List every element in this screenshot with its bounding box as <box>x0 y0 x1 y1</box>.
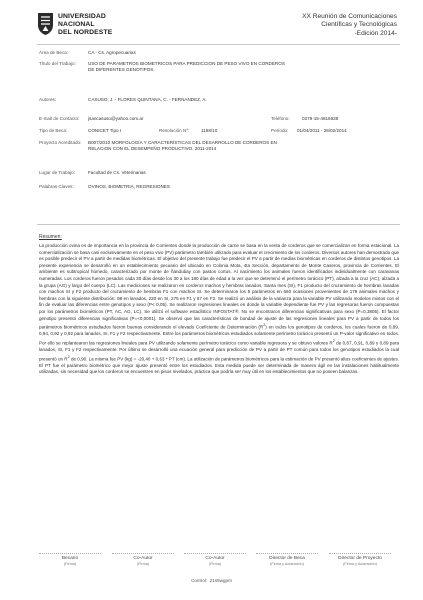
field-value-palabras: OVINOS, BIOMETRIA, REGRESIONES <box>88 184 170 189</box>
field-label-palabras: Palabras Claves: <box>39 184 74 189</box>
field-label-lugar: Lugar de Trabajo: <box>39 170 76 175</box>
university-emblem-icon <box>37 12 54 36</box>
abstract-heading: Resumen: <box>39 234 62 240</box>
section-divider <box>37 224 400 225</box>
field-value-resolucion: 1158/10 <box>201 128 218 133</box>
field-label-email: E-mail de Contacto: <box>39 116 80 121</box>
field-label-resolucion: Resolución Nº: <box>159 128 190 133</box>
field-value-autores: CASUSO, J. - FLORES QUINTANA, C. - FERNANDEZ, A. <box>88 97 207 102</box>
signature-becario: Becario (Firma) <box>39 553 101 566</box>
field-value-lugar: Facultad de Cs. Veterinarias <box>88 170 146 175</box>
abstract-text: La producción ovina es de importancia en la provincia de Corrientes donde la producción de carne se basa en la venta de corderos que se comercializan en forma estacional. La comercialización se basa casi exclusivamente en el peso vivo (PV) parámetro también utilizado para evaluar el crecimiento de los corderos. Diversos autores han demostrado que es posible predecir el PV a partir de medidas biométricas. El objetivo del presente trabajo fue predecir el PV a partir de medias biométricas en corderos de distintos genotipos. La presente experiencia se desarrolló en un establecimiento pecuario del ubicado en Colonia Mota, 4ta Sección, departamento de Monte Caseros, provincia de Corrientes. El ambiente es subtropical húmedo, caracterizado por monte de ñandubay con pastos cortos. Al nacimiento los animales fueron identificados individualmente con caravanas numeradas. Los corderos fueron pesados cada 30 días desde los 30 a los 180 días de edad a la vez que se determinó el perímetro torácico (PT), alzada a la cruz (AC), alzada a la grupa (AG) y largo del cuerpo (LC). Las mediciones se realizaron en corderos machos y hembras lanados, Santa Ines (SI), F1 producto del cruzamiento de hembras lanadas con machos SI y F2 producto del cruzamiento de hembras F1 con machos SI. Se determinaron los 5 parámetros en 660 ocasiones provenientes de 179 animales machos y hembras con la siguiente distribución: 98 en lanados, 220 en SI, 275 en F1 y 67 en F2. Se realizó un análisis de la varianza para la variable PV utilizando modelos mixtos con el fin de evaluar las diferencias entre genotipos y sexo (P< 0,05). Se realizaron regresiones lineales en donde la variable dependiente fue PV y las regresoras fueron compuestas por los parámetros biométricos (PT, AC, AG, LC). Se utilizó el software estadístico INFOSTAT®. No se encontraron diferencias significativas para sexo (P=0,3805). El factor genotipo presentó diferencias significativas (P=<0,0001). Se observó que las características de bondad de ajuste de las regresiones lineales para PV a partir de todos los parámetros biométricos estudiados fueron buenas considerando el elevado Coeficiente de Determinación $(R^2)$ en todos los genotipos de corderos, los cuales fueron de 0,89, 0,94, 0,92 y 0,92 para lanados, SI, F1 y F2 respectivamente. Entre los parámetros biométricos estudiados solamente perímetro torácico presentó un P-valor significativo en todos. Por ello se replantearon las regresiones lineales para PV utilizando solamente perímetro torácico como variable regresora y se obtuvo valores $R^2$ de 0,87, 0,91, 0,89 y 0,89 para lanados, SI, F1 y F2 respectivamente. Por último se desarrolló una ecuación general para predicción de PV a partir de PT común para todos los genotipos estudiados la cual presentó un $R^2$ de 0,90. La misma fue PV (kg) = -20,40 + 0,63 * PT (cm). La utilización de parámetros biométricos para la estimación de PV presentó altos coeficientes de ajustes. El PT fue el parámetro biométrico que mejor ajuste presentó entre los estudiados. Esta medida puede ser determinada de manera ágil en las instalaciones habitualmente utilizadas, sin necesidad que los corderos se encuentren en pisos nivelados, práctica que podría ser muy útil en los establecimientos que no poseen balanzas. <box>39 243 400 375</box>
field-value-tipo-beca: CONICET Tipo I <box>88 128 122 133</box>
field-label-telefono: Teléfono: <box>271 116 290 121</box>
field-label-titulo: Título del Trabajo: <box>39 61 76 66</box>
field-value-proyecto: B007/2010 MORFOLOGÍA Y CARACTERÍSTICAS DEL DESARROLLO DE CORDEROS EN RELACION CON EL DESEMPEÑO PRODUCTIVO. 2011-2014 <box>88 140 277 151</box>
field-value-periodo: 01/04/2011 - 26/02/2014 <box>297 128 347 133</box>
header-divider <box>37 44 400 45</box>
field-label-proyecto: Proyecto Acreditado: <box>39 140 82 145</box>
conference-title: XX Reunión de Comunicaciones Científicas y Tecnológicas -Edición 2014- <box>302 13 397 37</box>
field-label-periodo: Período: <box>271 128 289 133</box>
university-name: UNIVERSIDAD NACIONAL DEL NORDESTE <box>58 13 113 36</box>
field-label-autores: Autores: <box>39 97 57 102</box>
control-code: Control: 21s5wgpm <box>191 578 232 583</box>
signature-director-beca: Director de Beca (Firma y Aclaración) <box>256 553 318 566</box>
field-value-titulo: USO DE PARAMETROS BIOMETRICOS PARA PREDICCION DE PESO VIVO EN CORDEROS DE DIFERENTES GENOTIPOS. <box>88 61 285 72</box>
signature-coautor-1: Co-Autor (Firma) <box>112 553 174 566</box>
field-value-telefono: 0379-15-4816638 <box>302 116 339 121</box>
signature-coautor-2: Co-Autor (Firma) <box>184 553 246 566</box>
field-value-area: CA - Cs. Agropecuarias <box>88 50 136 55</box>
field-label-area: Área de Beca: <box>39 50 69 55</box>
field-value-email: jsancasuso@yahoo.com.ar <box>88 116 144 121</box>
field-label-tipo-beca: Tipo de Beca: <box>39 128 68 133</box>
signature-director-proyecto: Director de Proyecto (Firma y Aclaración) <box>329 553 391 566</box>
university-logo <box>37 12 145 40</box>
